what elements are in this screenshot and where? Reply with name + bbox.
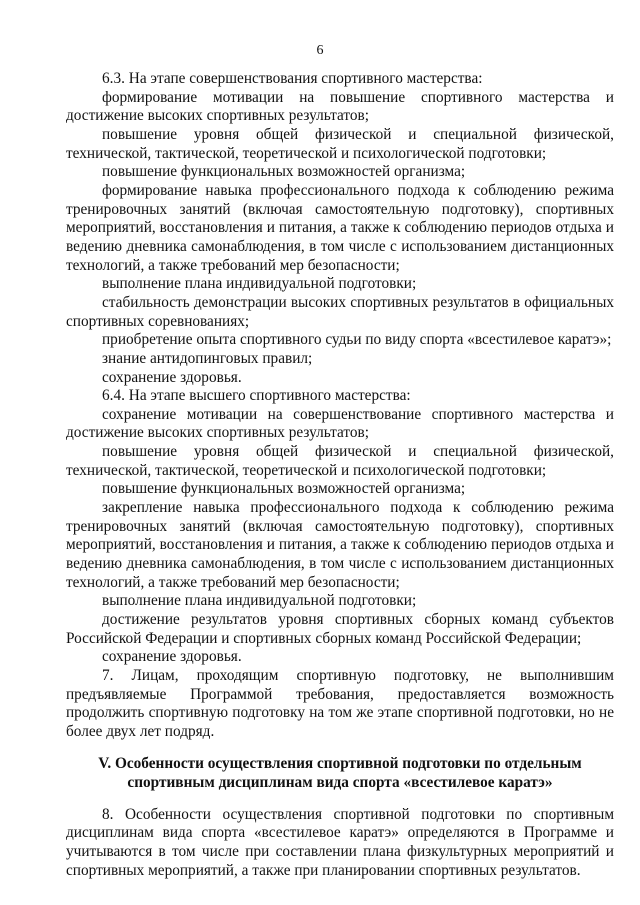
document-body — [66, 70, 614, 880]
paragraph: повышение функциональных возможностей организма; — [102, 480, 466, 498]
page-number: 6 — [316, 43, 324, 58]
paragraph: сохранение мотивации на совершенствование спортивного мастерства и достижение высоких спортивных результатов; — [66, 405, 614, 442]
paragraph: выполнение плана индивидуальной подготовки; — [102, 592, 417, 610]
paragraph: выполнение плана индивидуальной подготовки; — [102, 275, 417, 293]
section-heading-line-1: V. Особенности осуществления спортивной подготовки по отдельным — [98, 754, 582, 772]
paragraph: 8. Особенности осуществления спортивной подготовки по спортивным дисциплинам вида спорта «всестилевое каратэ» определяются в Программе и учитываются в том числе при составлении плана физкультурных мероприятий и спортивных мероприятий, а также при планировании спортивных результатов. — [66, 805, 614, 879]
paragraph: сохранение здоровья. — [102, 648, 242, 666]
paragraph: формирование навыка профессионального подхода к соблюдению режима тренировочных занятий (включая самостоятельную подготовку), спортивных мероприятий, восстановления и питания, а также к соблюдению периодов отдыха и ведению дневника самонаблюдения, в том числе с использованием дистанционных технологий, а также требований мер безопасности; — [66, 181, 614, 274]
section-heading — [66, 754, 614, 792]
paragraph: повышение уровня общей физической и специальной физической, технической, тактической, теоретической и психологической подготовки; — [66, 125, 614, 162]
section-heading-line-2: спортивным дисциплинам вида спорта «всестилевое каратэ» — [127, 773, 553, 791]
paragraph: сохранение здоровья. — [102, 368, 242, 386]
requirements-list — [66, 70, 614, 742]
section-five-body — [66, 806, 614, 881]
paragraph: формирование мотивации на повышение спортивного мастерства и достижение высоких спортивных результатов; — [66, 88, 614, 125]
paragraph: закрепление навыка профессионального подхода к соблюдению режима тренировочных занятий (включая самостоятельную подготовку), спортивных мероприятий, восстановления и питания, а также к соблюдению периодов отдыха и ведению дневника самонаблюдения, в том числе с использованием дистанционных технологий, а также требований мер безопасности; — [66, 499, 614, 591]
paragraph: повышение функциональных возможностей организма; — [102, 163, 466, 181]
paragraph: достижение результатов уровня спортивных сборных команд субъектов Российской Федерации и спортивных сборных команд Российской Федерации; — [66, 611, 614, 647]
paragraph: стабильность демонстрации высоких спортивных результатов в официальных спортивных соревнованиях; — [66, 293, 614, 330]
paragraph: 6.4. На этапе высшего спортивного мастерства: — [102, 387, 411, 405]
paragraph: приобретение опыта спортивного судьи по виду спорта «всестилевое каратэ»; — [102, 331, 612, 349]
paragraph: 7. Лицам, проходящим спортивную подготовку, не выполнившим предъявляемые Программой требования, предоставляется возможность продолжить спортивную подготовку на том же этапе спортивной подготовки, но не более двух лет подряд. — [66, 667, 614, 740]
paragraph: 6.3. На этапе совершенствования спортивного мастерства: — [102, 70, 483, 87]
paragraph: повышение уровня общей физической и специальной физической, технической, тактической, теоретической и психологической подготовки; — [66, 443, 614, 479]
paragraph: знание антидопинговых правил; — [102, 349, 313, 367]
